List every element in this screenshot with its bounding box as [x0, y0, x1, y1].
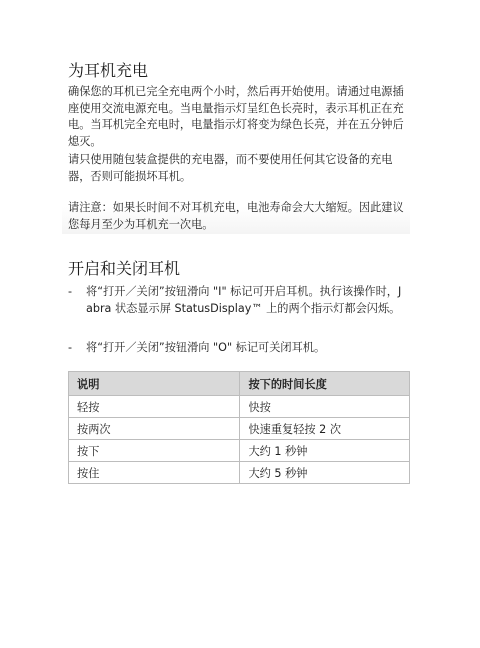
- bullet-text: 将“打开／关闭”按钮滑向 "I" 标记可开启耳机。执行该操作时，Jabra 状态显示屏 StatusDisplay™ 上的两个指示灯都会闪烁。: [86, 285, 402, 315]
- table-cell-description: 按住: [69, 462, 240, 484]
- table-header-duration: 按下的时间长度: [240, 372, 410, 396]
- press-duration-table: [68, 371, 410, 484]
- table-cell-duration: 大约 5 秒钟: [240, 462, 410, 484]
- table-cell-duration: 快按: [240, 396, 410, 418]
- charging-paragraph-2: 请只使用随包装盒提供的充电器，而不要使用任何其它设备的充电器，否则可能损坏耳机。: [68, 153, 393, 183]
- table-header-row: [69, 372, 410, 396]
- power-heading: 开启和关闭耳机: [68, 259, 181, 278]
- table-header-description: 说明: [69, 372, 240, 396]
- charging-heading: 为耳机充电: [68, 61, 149, 80]
- table-cell-description: 轻按: [69, 396, 240, 418]
- table-cell-description: 按两次: [69, 418, 240, 440]
- bullet-marker: -: [68, 285, 73, 298]
- table-row: [69, 462, 410, 484]
- bullet-marker: -: [68, 341, 73, 354]
- table-row: [69, 396, 410, 418]
- table-cell-description: 按下: [69, 440, 240, 462]
- charging-paragraph-1: 确保您的耳机已完全充电两个小时，然后再开始使用。请通过电源插座使用交流电源充电。当电量指示灯呈红色长亮时，表示耳机正在充电。当耳机完全充电时，电量指示灯将变为绿色长亮，并在五分钟后熄灭。: [68, 85, 404, 148]
- table-row: [69, 440, 410, 462]
- charging-paragraph-3: 请注意：如果长时间不对耳机充电，电池寿命会大大缩短。因此建议您每月至少为耳机充一次电。: [68, 201, 404, 231]
- bullet-text: 将“打开／关闭”按钮滑向 "O" 标记可关闭耳机。: [86, 341, 326, 354]
- table-cell-duration: 大约 1 秒钟: [240, 440, 410, 462]
- table-cell-duration: 快速重复轻按 2 次: [240, 418, 410, 440]
- table-row: [69, 418, 410, 440]
- charging-section: [62, 52, 410, 234]
